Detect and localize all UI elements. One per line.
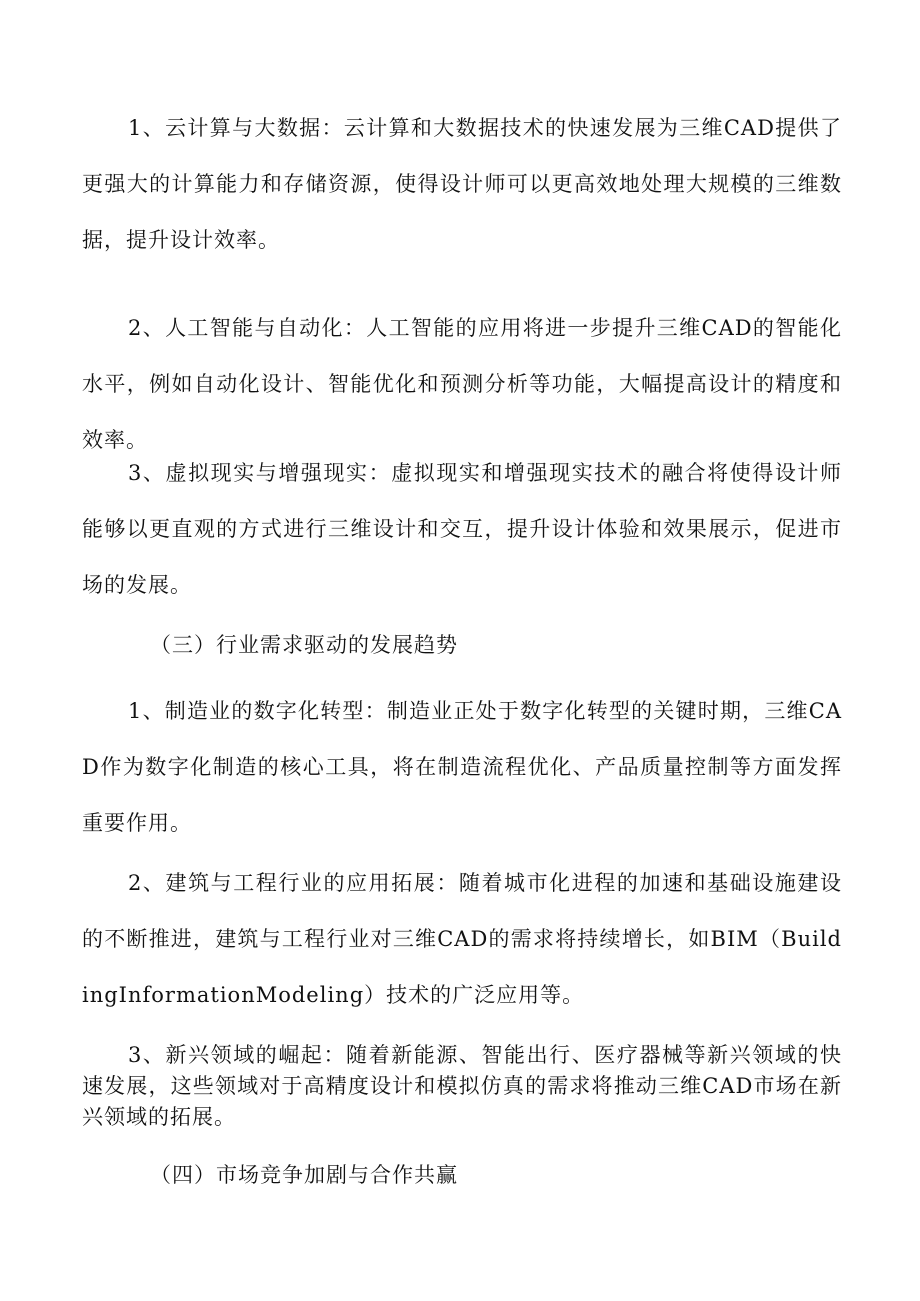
paragraph-vr-ar: 3、虚拟现实与增强现实：虚拟现实和增强现实技术的融合将使得设计师能够以更直观的方式进行三维设计和交互，提升设计体验和效果展示，促进市场的发展。 [82,461,842,597]
paragraph-emerging-fields: 3、新兴领域的崛起：随着新能源、智能出行、医疗器械等新兴领域的快速发展，这些领域对于高精度设计和模拟仿真的需求将推动三维CAD市场在新兴领域的拓展。 [82,1043,842,1129]
paragraph-cloud-bigdata: 1、云计算与大数据：云计算和大数据技术的快速发展为三维CAD提供了更强大的计算能力和存储资源，使得设计师可以更高效地处理大规模的三维数据，提升设计效率。 [82,116,842,252]
section-heading-industry-demand: （三）行业需求驱动的发展趋势 [150,633,458,657]
section-heading-competition: （四）市场竞争加剧与合作共赢 [150,1163,458,1187]
paragraph-construction: 2、建筑与工程行业的应用拓展：随着城市化进程的加速和基础设施建设的不断推进，建筑与工程行业对三维CAD的需求将持续增长，如BIM（BuildingInformationModeling）技术的广泛应用等。 [82,871,842,1007]
paragraph-manufacturing: 1、制造业的数字化转型：制造业正处于数字化转型的关键时期，三维CAD作为数字化制造的核心工具，将在制造流程优化、产品质量控制等方面发挥重要作用。 [82,699,842,835]
paragraph-ai-automation: 2、人工智能与自动化：人工智能的应用将进一步提升三维CAD的智能化水平，例如自动化设计、智能优化和预测分析等功能，大幅提高设计的精度和效率。 [82,316,842,452]
